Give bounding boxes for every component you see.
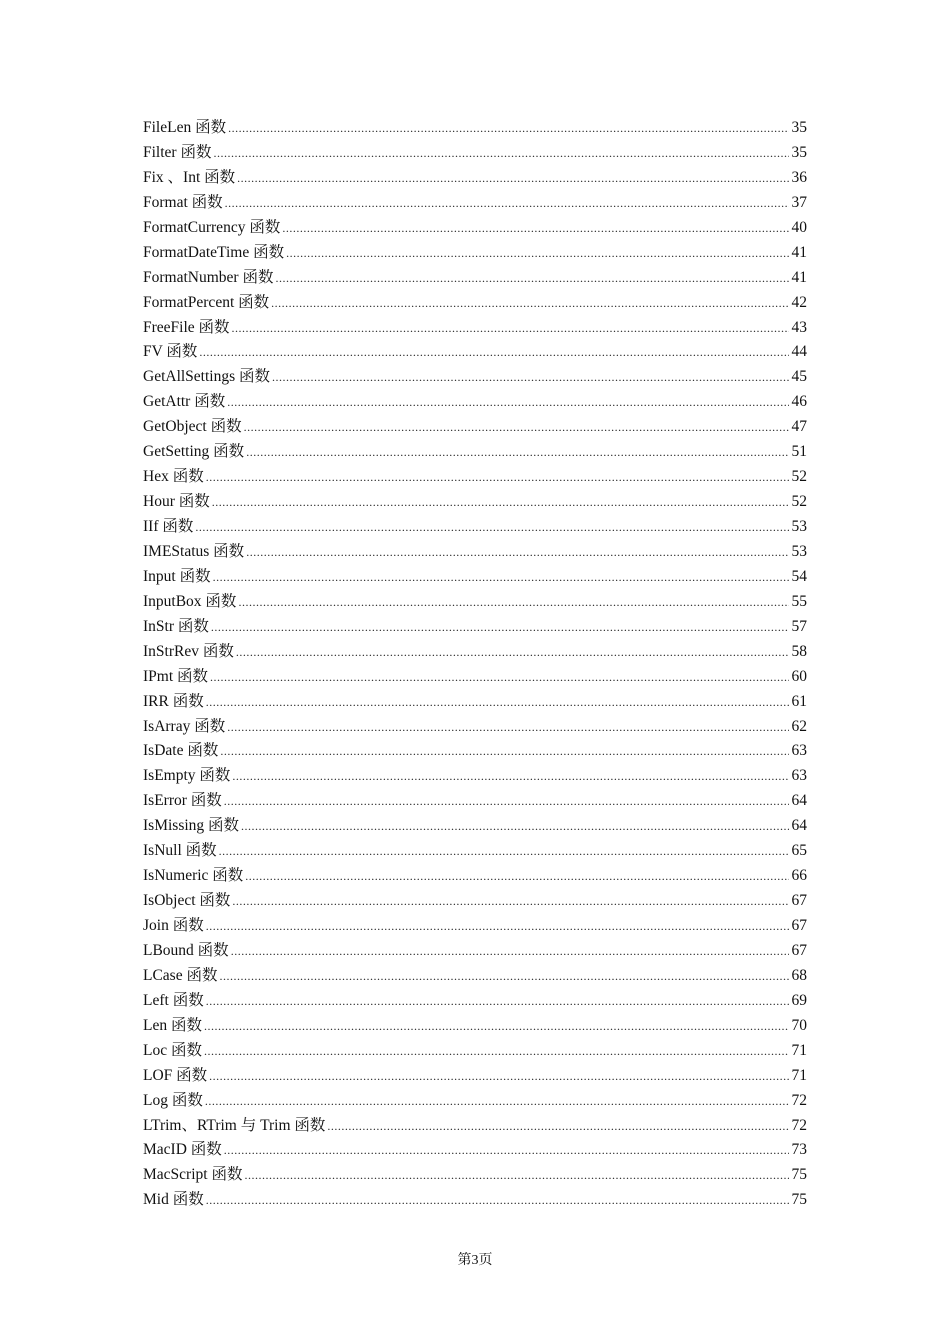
toc-dot-leader <box>227 390 789 415</box>
toc-entry[interactable] <box>143 764 807 789</box>
toc-entry[interactable] <box>143 864 807 889</box>
toc-dot-leader <box>219 839 789 864</box>
toc-entry-title: Len 函数 <box>143 1016 202 1034</box>
toc-dot-leader <box>246 540 789 565</box>
toc-dot-leader <box>244 1163 789 1188</box>
toc-dot-leader <box>225 191 789 216</box>
toc-entry-page-number: 70 <box>791 1016 807 1034</box>
toc-entry-title: LTrim、RTrim 与 Trim 函数 <box>143 1116 326 1134</box>
toc-entry-title: FileLen 函数 <box>143 119 227 136</box>
toc-entry[interactable] <box>143 1064 807 1089</box>
toc-entry-page-number: 44 <box>791 343 807 361</box>
toc-entry-page-number: 52 <box>791 468 807 486</box>
toc-entry-page-number: 35 <box>791 143 807 161</box>
toc-entry-page-number: 65 <box>791 842 807 860</box>
toc-dot-leader <box>220 739 789 764</box>
toc-dot-leader <box>209 1064 789 1089</box>
toc-entry-title: InStrRev 函数 <box>143 642 234 660</box>
toc-entry[interactable] <box>143 690 807 715</box>
toc-entry-page-number: 67 <box>791 892 807 910</box>
toc-entry[interactable] <box>143 715 807 740</box>
toc-entry[interactable] <box>143 1014 807 1039</box>
toc-dot-leader <box>205 1089 789 1114</box>
toc-entry-page-number: 66 <box>791 867 807 885</box>
toc-entry-title: IsNull 函数 <box>143 842 217 860</box>
toc-entry[interactable] <box>143 565 807 590</box>
toc-entry[interactable] <box>143 490 807 515</box>
toc-dot-leader <box>286 241 789 266</box>
toc-entry-page-number: 53 <box>791 518 807 535</box>
toc-dot-leader <box>206 465 789 490</box>
toc-entry-title: MacScript 函数 <box>143 1166 243 1184</box>
toc-entry-page-number: 75 <box>791 1166 807 1184</box>
toc-entry[interactable] <box>143 640 807 665</box>
toc-entry[interactable] <box>143 316 807 341</box>
toc-entry-page-number: 58 <box>791 642 807 660</box>
toc-entry[interactable] <box>143 1188 807 1213</box>
toc-dot-leader <box>272 365 789 390</box>
toc-entry-title: IIf 函数 <box>143 518 194 535</box>
toc-dot-leader <box>232 764 789 789</box>
toc-entry-title: Hour 函数 <box>143 493 210 511</box>
toc-dot-leader <box>224 1138 789 1163</box>
toc-entry-title: Fix 、Int 函数 <box>143 168 236 186</box>
toc-entry-title: Filter 函数 <box>143 143 212 161</box>
toc-entry[interactable] <box>143 964 807 989</box>
toc-entry-title: IsEmpty 函数 <box>143 767 231 785</box>
toc-entry[interactable] <box>143 340 807 365</box>
toc-entry[interactable] <box>143 116 807 141</box>
toc-dot-leader <box>238 590 789 615</box>
toc-dot-leader <box>232 316 789 341</box>
toc-dot-leader <box>219 964 789 989</box>
toc-dot-leader <box>228 116 789 141</box>
toc-dot-leader <box>241 814 789 839</box>
toc-entry-title: IPmt 函数 <box>143 667 209 685</box>
toc-entry-page-number: 72 <box>791 1116 807 1134</box>
toc-dot-leader <box>199 340 789 365</box>
toc-dot-leader <box>213 565 789 590</box>
toc-entry[interactable] <box>143 141 807 166</box>
toc-entry-title: IsNumeric 函数 <box>143 867 244 885</box>
toc-entry[interactable] <box>143 789 807 814</box>
toc-entry-page-number: 47 <box>791 418 807 436</box>
toc-entry-page-number: 57 <box>791 617 807 635</box>
toc-dot-leader <box>204 1039 789 1064</box>
toc-entry-title: Loc 函数 <box>143 1041 202 1059</box>
toc-entry-title: Mid 函数 <box>143 1191 204 1209</box>
toc-entry[interactable] <box>143 191 807 216</box>
toc-entry[interactable] <box>143 1039 807 1064</box>
toc-entry-page-number: 55 <box>791 592 807 610</box>
toc-entry[interactable] <box>143 590 807 615</box>
toc-entry-title: LBound 函数 <box>143 941 229 959</box>
toc-entry-page-number: 45 <box>791 368 807 386</box>
toc-entry[interactable] <box>143 1089 807 1114</box>
toc-dot-leader <box>245 864 789 889</box>
toc-entry[interactable] <box>143 216 807 241</box>
toc-dot-leader <box>327 1114 789 1139</box>
toc-dot-leader <box>231 939 789 964</box>
toc-dot-leader <box>282 216 789 241</box>
toc-entry[interactable] <box>143 440 807 465</box>
toc-entry-page-number: 71 <box>791 1066 807 1084</box>
toc-entry[interactable] <box>143 390 807 415</box>
toc-entry[interactable] <box>143 1138 807 1163</box>
toc-dot-leader <box>212 490 789 515</box>
toc-entry-title: Join 函数 <box>143 917 204 934</box>
toc-dot-leader <box>271 291 789 316</box>
toc-entry-page-number: 71 <box>791 1041 807 1059</box>
toc-entry-page-number: 35 <box>791 119 807 136</box>
toc-dot-leader <box>204 1014 789 1039</box>
toc-entry-title: FormatDateTime 函数 <box>143 243 285 261</box>
toc-dot-leader <box>213 141 789 166</box>
toc-entry-page-number: 41 <box>791 243 807 261</box>
toc-entry-title: IsMissing 函数 <box>143 817 240 835</box>
toc-entry-page-number: 61 <box>791 692 807 710</box>
toc-entry-title: LCase 函数 <box>143 966 218 984</box>
toc-entry[interactable] <box>143 291 807 316</box>
toc-entry-page-number: 64 <box>791 817 807 835</box>
toc-entry[interactable] <box>143 365 807 390</box>
toc-dot-leader <box>206 1188 789 1213</box>
table-of-contents <box>143 116 807 1213</box>
toc-entry-page-number: 75 <box>791 1191 807 1209</box>
toc-entry[interactable] <box>143 814 807 839</box>
toc-entry-page-number: 46 <box>791 393 807 411</box>
toc-entry-title: InStr 函数 <box>143 617 209 635</box>
toc-entry-page-number: 73 <box>791 1141 807 1159</box>
toc-entry-page-number: 67 <box>791 941 807 959</box>
toc-entry[interactable] <box>143 615 807 640</box>
toc-entry[interactable] <box>143 989 807 1014</box>
toc-entry[interactable] <box>143 914 807 939</box>
toc-entry-title: GetObject 函数 <box>143 418 242 436</box>
toc-entry-title: IMEStatus 函数 <box>143 542 245 560</box>
toc-dot-leader <box>232 889 789 914</box>
toc-entry-title: GetAllSettings 函数 <box>143 368 271 386</box>
toc-entry[interactable] <box>143 415 807 440</box>
toc-entry-page-number: 62 <box>791 717 807 735</box>
toc-dot-leader <box>211 615 789 640</box>
toc-entry[interactable] <box>143 266 807 291</box>
toc-entry-title: Format 函数 <box>143 193 223 211</box>
toc-dot-leader <box>275 266 789 291</box>
toc-entry[interactable] <box>143 540 807 565</box>
toc-entry-title: IsDate 函数 <box>143 742 219 760</box>
toc-entry-page-number: 43 <box>791 318 807 336</box>
toc-entry-page-number: 54 <box>791 567 807 585</box>
toc-entry-page-number: 69 <box>791 991 807 1009</box>
toc-entry-title: GetSetting 函数 <box>143 443 245 461</box>
toc-dot-leader <box>227 715 789 740</box>
toc-dot-leader <box>237 166 789 191</box>
toc-entry[interactable] <box>143 839 807 864</box>
toc-dot-leader <box>210 665 789 690</box>
toc-entry[interactable] <box>143 465 807 490</box>
toc-entry-page-number: 36 <box>791 168 807 186</box>
toc-entry[interactable] <box>143 166 807 191</box>
toc-entry-page-number: 42 <box>791 293 807 311</box>
toc-entry-title: IRR 函数 <box>143 692 204 710</box>
toc-entry[interactable] <box>143 1114 807 1139</box>
toc-entry-page-number: 63 <box>791 767 807 785</box>
toc-entry-page-number: 37 <box>791 193 807 211</box>
toc-entry[interactable] <box>143 241 807 266</box>
toc-entry-page-number: 51 <box>791 443 807 461</box>
toc-entry-title: Left 函数 <box>143 991 204 1009</box>
toc-entry-title: IsArray 函数 <box>143 717 226 735</box>
toc-dot-leader <box>246 440 789 465</box>
toc-entry-page-number: 60 <box>791 667 807 685</box>
toc-entry-page-number: 52 <box>791 493 807 511</box>
toc-entry-page-number: 53 <box>791 542 807 560</box>
toc-entry[interactable] <box>143 665 807 690</box>
toc-entry-title: Input 函数 <box>143 567 211 585</box>
toc-entry-title: FV 函数 <box>143 343 198 361</box>
toc-dot-leader <box>206 914 789 939</box>
toc-dot-leader <box>206 989 789 1014</box>
toc-entry-page-number: 72 <box>791 1091 807 1109</box>
toc-entry[interactable] <box>143 739 807 764</box>
toc-entry-title: IsError 函数 <box>143 792 222 810</box>
toc-entry-title: Hex 函数 <box>143 468 204 486</box>
toc-entry-page-number: 64 <box>791 792 807 810</box>
toc-entry-title: MacID 函数 <box>143 1141 222 1159</box>
toc-entry-title: FormatPercent 函数 <box>143 293 270 311</box>
toc-entry[interactable] <box>143 1163 807 1188</box>
toc-entry[interactable] <box>143 515 807 540</box>
toc-entry-title: GetAttr 函数 <box>143 393 226 411</box>
toc-entry-title: IsObject 函数 <box>143 892 231 910</box>
toc-entry-title: FreeFile 函数 <box>143 318 230 336</box>
toc-entry-title: FormatCurrency 函数 <box>143 218 281 236</box>
toc-dot-leader <box>206 690 789 715</box>
toc-dot-leader <box>244 415 789 440</box>
toc-entry-page-number: 68 <box>791 966 807 984</box>
toc-entry-title: LOF 函数 <box>143 1066 208 1084</box>
toc-entry-title: Log 函数 <box>143 1091 203 1109</box>
toc-entry-title: InputBox 函数 <box>143 592 237 610</box>
toc-entry[interactable] <box>143 939 807 964</box>
toc-dot-leader <box>236 640 789 665</box>
toc-entry-title: FormatNumber 函数 <box>143 268 274 286</box>
toc-dot-leader <box>224 789 789 814</box>
page-number-footer: 第3页 <box>457 1253 493 1268</box>
toc-entry-page-number: 41 <box>791 268 807 286</box>
toc-dot-leader <box>195 515 789 540</box>
toc-entry-page-number: 40 <box>791 218 807 236</box>
toc-entry-page-number: 67 <box>791 917 807 934</box>
toc-entry-page-number: 63 <box>791 742 807 760</box>
toc-entry[interactable] <box>143 889 807 914</box>
